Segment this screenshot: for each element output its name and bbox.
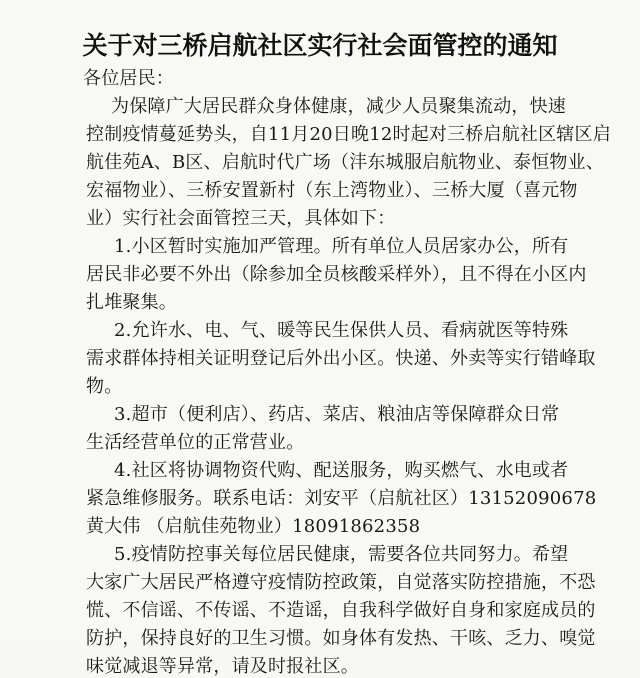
- item-5-line: 味觉减退等异常，请及时报社区。: [86, 656, 359, 677]
- item-1-line: 居民非必要不外出（除参加全员核酸采样外），且不得在小区内: [86, 264, 587, 285]
- body-line: 航佳苑A、B区、启航时代广场（沣东城服启航物业、泰恒物业、: [86, 152, 605, 173]
- item-3-line: 3.超市（便利店）、药店、菜店、粮油店等保障群众日常: [114, 404, 560, 425]
- item-5-line: 慌、不信谣、不传谣、不造谣，自我科学做好自身和家庭成员的: [86, 600, 596, 621]
- item-1-line: 扎堆聚集。: [86, 292, 177, 313]
- item-5-line: 5.疫情防控事关每位居民健康，需要各位共同努力。希望: [114, 544, 569, 565]
- item-1-line: 1.小区暂时实施加严管理。所有单位人员居家办公，所有: [114, 236, 569, 257]
- item-5-line: 防护，保持良好的卫生习惯。如身体有发热、干咳、乏力、嗅觉: [86, 628, 596, 649]
- item-2-line: 物。: [86, 376, 123, 397]
- item-3-line: 生活经营单位的正常营业。: [86, 432, 305, 453]
- document-title: 关于对三桥启航社区实行社会面管控的通知: [82, 31, 558, 60]
- item-4-contact-line: 紧急维修服务。联系电话：刘安平（启航社区）13152090678: [86, 488, 597, 509]
- item-4-contact-line: 黄大伟 （启航佳苑物业）18091862358: [86, 516, 421, 537]
- item-5-line: 大家广大居民严格遵守疫情防控政策，自觉落实防控措施，不恐: [86, 572, 596, 593]
- item-4-line: 4.社区将协调物资代购、配送服务，购买燃气、水电或者: [114, 460, 569, 481]
- body-line: 控制疫情蔓延势头，自11月20日晚12时起对三桥启航社区辖区启: [86, 124, 611, 145]
- body-line: 为保障广大居民群众身体健康，减少人员聚集流动，快速: [111, 96, 566, 117]
- body-line: 宏福物业）、三桥安置新村（东上湾物业）、三桥大厦（喜元物: [86, 180, 578, 201]
- salutation-line: 各位居民：: [83, 68, 174, 89]
- body-line: 业）实行社会面管控三天，具体如下：: [86, 208, 396, 229]
- item-2-line: 2.允许水、电、气、暖等民生保供人员、看病就医等特殊: [114, 320, 569, 341]
- item-2-line: 需求群体持相关证明登记后外出小区。快递、外卖等实行错峰取: [86, 348, 596, 369]
